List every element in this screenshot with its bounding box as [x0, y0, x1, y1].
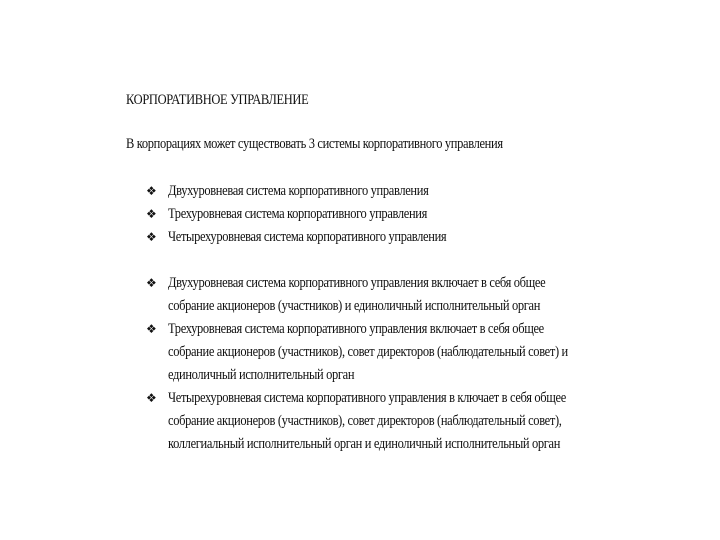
- systems-list: [146, 180, 714, 249]
- diamond-bullet-icon: ❖: [146, 207, 157, 221]
- list-item: [146, 203, 714, 226]
- list-item: [146, 180, 714, 203]
- description-line: Двухуровневая система корпоративного управления включает в себя общее: [168, 275, 546, 291]
- system-name: Четырехуровневая система корпоративного управления: [168, 229, 447, 245]
- system-name: Трехуровневая система корпоративного управления: [168, 206, 428, 222]
- description-line: Четырехуровневая система корпоративного управления в ключает в себя общее: [168, 390, 566, 406]
- description-line: собрание акционеров (участников) и единоличный исполнительный орган: [168, 298, 541, 314]
- list-item: [146, 387, 714, 456]
- system-description: [168, 318, 638, 387]
- description-line: Трехуровневая система корпоративного управления включает в себя общее: [168, 321, 544, 337]
- diamond-bullet-icon: ❖: [146, 391, 157, 405]
- system-description: [168, 387, 638, 456]
- system-description: [168, 272, 638, 318]
- slide-heading: КОРПОРАТИВНОЕ УПРАВЛЕНИЕ: [126, 92, 309, 108]
- list-item: [146, 318, 714, 387]
- description-line: коллегиальный исполнительный орган и единоличный исполнительный орган: [168, 436, 561, 452]
- description-line: собрание акционеров (участников), совет директоров (наблюдательный совет),: [168, 413, 562, 429]
- diamond-bullet-icon: ❖: [146, 276, 157, 290]
- description-line: единоличный исполнительный орган: [168, 367, 355, 383]
- description-line: собрание акционеров (участников), совет директоров (наблюдательный совет) и: [168, 344, 568, 360]
- diamond-bullet-icon: ❖: [146, 322, 157, 336]
- system-details-list: [146, 272, 714, 456]
- intro-text: В корпорациях может существовать 3 системы корпоративного управления: [126, 136, 503, 152]
- list-item: [146, 272, 714, 318]
- system-name: Двухуровневая система корпоративного управления: [168, 183, 429, 199]
- diamond-bullet-icon: ❖: [146, 184, 157, 198]
- list-item: [146, 226, 714, 249]
- diamond-bullet-icon: ❖: [146, 230, 157, 244]
